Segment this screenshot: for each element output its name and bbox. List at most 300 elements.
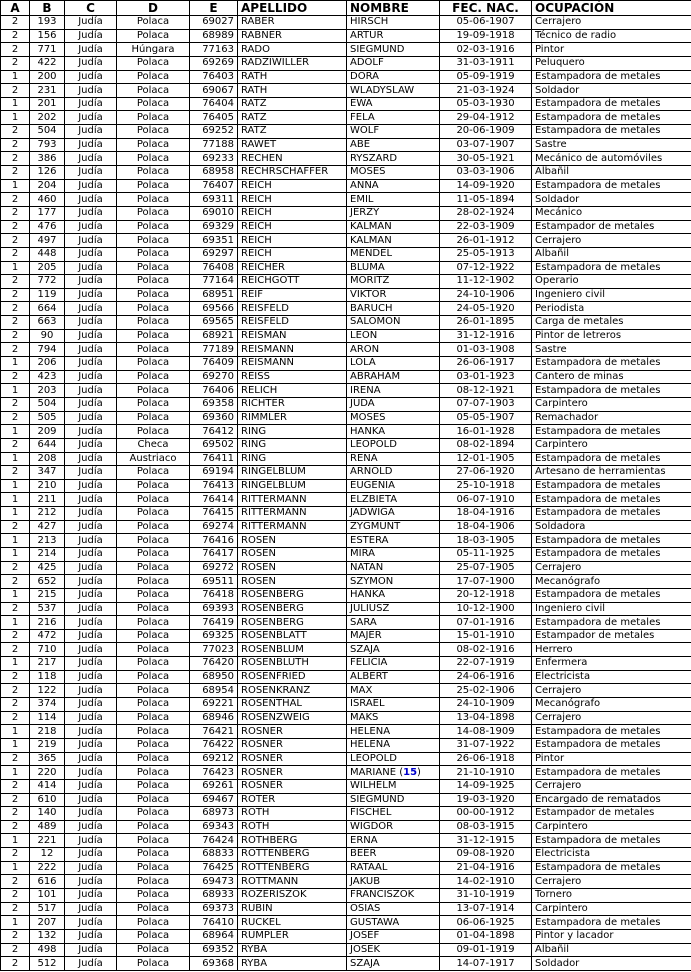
footnote-ref[interactable]: 15 [403, 766, 418, 778]
cell-fec-nac: 18-04-1906 [440, 520, 532, 534]
cell-ocupacion: Carga de metales [532, 316, 691, 330]
cell-col-c: Judía [65, 288, 117, 302]
cell-nombre: IRENA [347, 384, 440, 398]
cell-ocupacion: Albañil [532, 247, 691, 261]
table-row [1, 820, 691, 834]
cell-apellido: RABNER [238, 29, 347, 43]
cell-nombre: ZYGMUNT [347, 520, 440, 534]
cell-col-d: Polaca [117, 875, 190, 889]
cell-apellido: RING [238, 425, 347, 439]
cell-ocupacion: Electricista [532, 848, 691, 862]
cell-col-a: 2 [1, 807, 30, 821]
cell-col-e: 77164 [190, 275, 238, 289]
cell-col-a: 1 [1, 111, 30, 125]
cell-col-e: 76406 [190, 384, 238, 398]
cell-col-a: 2 [1, 316, 30, 330]
cell-ocupacion: Estampadora de metales [532, 547, 691, 561]
cell-fec-nac: 25-02-1906 [440, 684, 532, 698]
table-row [1, 520, 691, 534]
cell-apellido: RYBA [238, 957, 347, 971]
cell-col-c: Judía [65, 302, 117, 316]
cell-col-b: 772 [30, 275, 65, 289]
table-row [1, 670, 691, 684]
cell-col-e: 76416 [190, 534, 238, 548]
cell-col-e: 69566 [190, 302, 238, 316]
table-row [1, 397, 691, 411]
table-row [1, 861, 691, 875]
cell-col-a: 2 [1, 752, 30, 766]
cell-ocupacion: Pintor de letreros [532, 329, 691, 343]
cell-col-c: Judía [65, 807, 117, 821]
header-row [1, 1, 691, 16]
cell-fec-nac: 01-04-1898 [440, 929, 532, 943]
cell-apellido: REISMANN [238, 343, 347, 357]
cell-col-d: Polaca [117, 206, 190, 220]
cell-col-d: Polaca [117, 275, 190, 289]
cell-ocupacion: Estampadora de metales [532, 834, 691, 848]
cell-fec-nac: 20-06-1909 [440, 125, 532, 139]
cell-fec-nac: 15-01-1910 [440, 629, 532, 643]
cell-fec-nac: 28-02-1924 [440, 206, 532, 220]
cell-col-b: 504 [30, 397, 65, 411]
cell-col-d: Polaca [117, 425, 190, 439]
cell-col-c: Judía [65, 629, 117, 643]
cell-nombre: MENDEL [347, 247, 440, 261]
cell-nombre: ANNA [347, 179, 440, 193]
cell-col-c: Judía [65, 425, 117, 439]
cell-ocupacion: Estampadora de metales [532, 493, 691, 507]
cell-col-d: Checa [117, 438, 190, 452]
cell-fec-nac: 02-03-1916 [440, 43, 532, 57]
cell-ocupacion: Mecánico [532, 206, 691, 220]
cell-ocupacion: Estampador de metales [532, 220, 691, 234]
cell-ocupacion: Enfermera [532, 657, 691, 671]
cell-col-e: 76422 [190, 738, 238, 752]
cell-apellido: REISMANN [238, 357, 347, 371]
cell-col-e: 77189 [190, 343, 238, 357]
cell-fec-nac: 25-07-1905 [440, 561, 532, 575]
cell-col-d: Polaca [117, 588, 190, 602]
cell-fec-nac: 26-01-1895 [440, 316, 532, 330]
cell-col-a: 2 [1, 889, 30, 903]
cell-apellido: ROSENZWEIG [238, 711, 347, 725]
cell-fec-nac: 24-06-1916 [440, 670, 532, 684]
cell-col-b: 448 [30, 247, 65, 261]
cell-fec-nac: 14-07-1917 [440, 957, 532, 971]
cell-col-c: Judía [65, 547, 117, 561]
cell-ocupacion: Estampadora de metales [532, 357, 691, 371]
table-row [1, 425, 691, 439]
cell-ocupacion: Ingeniero civil [532, 602, 691, 616]
cell-fec-nac: 25-05-1913 [440, 247, 532, 261]
cell-col-e: 69010 [190, 206, 238, 220]
cell-col-d: Polaca [117, 97, 190, 111]
cell-col-a: 2 [1, 206, 30, 220]
cell-col-c: Judía [65, 84, 117, 98]
header-apellido: APELLIDO [238, 1, 347, 16]
cell-ocupacion: Soldador [532, 193, 691, 207]
cell-fec-nac: 19-09-1918 [440, 29, 532, 43]
cell-col-a: 2 [1, 670, 30, 684]
cell-col-d: Austriaco [117, 452, 190, 466]
cell-col-b: 498 [30, 943, 65, 957]
cell-ocupacion: Estampadora de metales [532, 425, 691, 439]
cell-fec-nac: 29-04-1912 [440, 111, 532, 125]
cell-col-c: Judía [65, 766, 117, 780]
cell-col-a: 1 [1, 357, 30, 371]
cell-nombre: JUDA [347, 397, 440, 411]
cell-ocupacion: Cerrajero [532, 561, 691, 575]
cell-col-d: Polaca [117, 534, 190, 548]
table-row [1, 902, 691, 916]
cell-col-e: 68951 [190, 288, 238, 302]
cell-apellido: ROSEN [238, 547, 347, 561]
cell-col-a: 2 [1, 698, 30, 712]
cell-apellido: ROSENTHAL [238, 698, 347, 712]
cell-apellido: RITTERMANN [238, 507, 347, 521]
cell-col-d: Polaca [117, 507, 190, 521]
table-row [1, 602, 691, 616]
cell-nombre: RYSZARD [347, 152, 440, 166]
cell-col-a: 2 [1, 629, 30, 643]
cell-col-c: Judía [65, 670, 117, 684]
cell-col-d: Polaca [117, 316, 190, 330]
cell-col-c: Judía [65, 725, 117, 739]
cell-nombre: SZAJA [347, 957, 440, 971]
cell-fec-nac: 08-02-1894 [440, 438, 532, 452]
cell-col-b: 12 [30, 848, 65, 862]
cell-col-e: 76409 [190, 357, 238, 371]
cell-fec-nac: 14-09-1925 [440, 779, 532, 793]
cell-apellido: REICHGOTT [238, 275, 347, 289]
cell-apellido: RATH [238, 70, 347, 84]
cell-col-c: Judía [65, 643, 117, 657]
cell-col-d: Polaca [117, 357, 190, 371]
cell-col-c: Judía [65, 397, 117, 411]
table-row [1, 779, 691, 793]
cell-col-a: 1 [1, 425, 30, 439]
header-fec-nac: FEC. NAC. [440, 1, 532, 16]
cell-apellido: REISMAN [238, 329, 347, 343]
cell-nombre: EMIL [347, 193, 440, 207]
cell-ocupacion: Peluquero [532, 56, 691, 70]
cell-col-b: 177 [30, 206, 65, 220]
cell-fec-nac: 08-02-1916 [440, 643, 532, 657]
cell-fec-nac: 24-05-1920 [440, 302, 532, 316]
cell-col-a: 2 [1, 643, 30, 657]
cell-col-d: Polaca [117, 70, 190, 84]
cell-nombre: BARUCH [347, 302, 440, 316]
cell-col-e: 68973 [190, 807, 238, 821]
cell-apellido: REICH [238, 234, 347, 248]
cell-col-a: 2 [1, 820, 30, 834]
cell-fec-nac: 24-10-1909 [440, 698, 532, 712]
cell-apellido: ROSENBLUTH [238, 657, 347, 671]
cell-apellido: ROSNER [238, 725, 347, 739]
cell-col-c: Judía [65, 929, 117, 943]
table-row [1, 384, 691, 398]
cell-col-b: 472 [30, 629, 65, 643]
cell-apellido: REISFELD [238, 316, 347, 330]
cell-col-d: Polaca [117, 261, 190, 275]
cell-apellido: REICH [238, 247, 347, 261]
cell-col-d: Polaca [117, 575, 190, 589]
cell-apellido: REISFELD [238, 302, 347, 316]
cell-fec-nac: 31-07-1922 [440, 738, 532, 752]
cell-ocupacion: Tornero [532, 889, 691, 903]
cell-col-d: Polaca [117, 861, 190, 875]
cell-ocupacion: Herrero [532, 643, 691, 657]
cell-nombre: JAKUB [347, 875, 440, 889]
table-row [1, 875, 691, 889]
cell-nombre: VIKTOR [347, 288, 440, 302]
cell-col-a: 1 [1, 861, 30, 875]
cell-fec-nac: 31-12-1916 [440, 329, 532, 343]
cell-col-d: Húngara [117, 43, 190, 57]
cell-col-a: 1 [1, 547, 30, 561]
cell-col-e: 69067 [190, 84, 238, 98]
cell-fec-nac: 06-07-1910 [440, 493, 532, 507]
table-row [1, 588, 691, 602]
cell-col-c: Judía [65, 438, 117, 452]
cell-col-e: 68964 [190, 929, 238, 943]
cell-apellido: ROSNER [238, 779, 347, 793]
table-row [1, 152, 691, 166]
cell-col-c: Judía [65, 206, 117, 220]
cell-col-e: 77023 [190, 643, 238, 657]
cell-col-b: 205 [30, 261, 65, 275]
cell-ocupacion: Mecánico de automóviles [532, 152, 691, 166]
cell-fec-nac: 31-10-1919 [440, 889, 532, 903]
cell-ocupacion: Estampadora de metales [532, 179, 691, 193]
table-row [1, 43, 691, 57]
cell-col-e: 69233 [190, 152, 238, 166]
cell-fec-nac: 10-12-1900 [440, 602, 532, 616]
cell-ocupacion: Operario [532, 275, 691, 289]
cell-col-b: 771 [30, 43, 65, 57]
cell-ocupacion: Cerrajero [532, 684, 691, 698]
table-row [1, 793, 691, 807]
cell-nombre: MAJER [347, 629, 440, 643]
cell-nombre: MAKS [347, 711, 440, 725]
cell-ocupacion: Técnico de radio [532, 29, 691, 43]
cell-col-a: 1 [1, 534, 30, 548]
cell-fec-nac: 05-09-1919 [440, 70, 532, 84]
cell-col-e: 69252 [190, 125, 238, 139]
cell-col-b: 101 [30, 889, 65, 903]
cell-col-d: Polaca [117, 684, 190, 698]
cell-fec-nac: 08-03-1915 [440, 820, 532, 834]
cell-apellido: RADZIWILLER [238, 56, 347, 70]
cell-col-a: 2 [1, 29, 30, 43]
cell-col-a: 2 [1, 329, 30, 343]
cell-apellido: ROTHBERG [238, 834, 347, 848]
cell-col-a: 2 [1, 193, 30, 207]
cell-nombre: HELENA [347, 725, 440, 739]
cell-col-c: Judía [65, 957, 117, 971]
cell-nombre: WOLF [347, 125, 440, 139]
cell-col-d: Polaca [117, 29, 190, 43]
cell-col-b: 132 [30, 929, 65, 943]
table-row [1, 629, 691, 643]
cell-col-d: Polaca [117, 397, 190, 411]
cell-col-b: 537 [30, 602, 65, 616]
cell-nombre: BEER [347, 848, 440, 862]
cell-col-b: 216 [30, 616, 65, 630]
cell-col-a: 2 [1, 138, 30, 152]
cell-col-e: 69270 [190, 370, 238, 384]
cell-ocupacion: Estampadora de metales [532, 916, 691, 930]
cell-col-e: 69261 [190, 779, 238, 793]
cell-apellido: RUCKEL [238, 916, 347, 930]
cell-col-d: Polaca [117, 943, 190, 957]
cell-fec-nac: 06-06-1925 [440, 916, 532, 930]
cell-col-a: 2 [1, 943, 30, 957]
cell-col-d: Polaca [117, 166, 190, 180]
cell-col-e: 76413 [190, 479, 238, 493]
cell-col-d: Polaca [117, 807, 190, 821]
table-row [1, 507, 691, 521]
cell-col-d: Polaca [117, 329, 190, 343]
cell-nombre: LEOPOLD [347, 752, 440, 766]
cell-nombre: ABE [347, 138, 440, 152]
cell-col-e: 69221 [190, 698, 238, 712]
cell-col-d: Polaca [117, 902, 190, 916]
cell-col-c: Judía [65, 316, 117, 330]
cell-col-b: 214 [30, 547, 65, 561]
cell-ocupacion: Mecanógrafo [532, 575, 691, 589]
cell-col-e: 69194 [190, 466, 238, 480]
table-row [1, 547, 691, 561]
cell-col-b: 664 [30, 302, 65, 316]
cell-col-a: 2 [1, 602, 30, 616]
table-row [1, 138, 691, 152]
table-row [1, 643, 691, 657]
cell-col-e: 76415 [190, 507, 238, 521]
cell-nombre: ADOLF [347, 56, 440, 70]
cell-col-c: Judía [65, 138, 117, 152]
cell-apellido: ROTTENBERG [238, 848, 347, 862]
cell-col-b: 652 [30, 575, 65, 589]
table-row [1, 479, 691, 493]
cell-col-e: 76410 [190, 916, 238, 930]
table-row [1, 807, 691, 821]
header-col-c: C [65, 1, 117, 16]
cell-col-a: 1 [1, 97, 30, 111]
cell-col-c: Judía [65, 152, 117, 166]
cell-col-a: 1 [1, 588, 30, 602]
cell-nombre: MORITZ [347, 275, 440, 289]
cell-apellido: RICHTER [238, 397, 347, 411]
cell-col-a: 2 [1, 397, 30, 411]
cell-col-e: 69272 [190, 561, 238, 575]
cell-col-c: Judía [65, 220, 117, 234]
cell-nombre: KALMAN [347, 220, 440, 234]
cell-col-b: 201 [30, 97, 65, 111]
cell-nombre: MOSES [347, 166, 440, 180]
cell-col-d: Polaca [117, 793, 190, 807]
cell-ocupacion: Estampadora de metales [532, 861, 691, 875]
cell-apellido: RATZ [238, 111, 347, 125]
cell-apellido: ROTER [238, 793, 347, 807]
cell-fec-nac: 18-03-1905 [440, 534, 532, 548]
cell-nombre: LEON [347, 329, 440, 343]
cell-col-b: 365 [30, 752, 65, 766]
cell-ocupacion: Cantero de minas [532, 370, 691, 384]
cell-ocupacion: Estampadora de metales [532, 507, 691, 521]
cell-col-c: Judía [65, 575, 117, 589]
cell-ocupacion: Estampadora de metales [532, 384, 691, 398]
cell-ocupacion: Cerrajero [532, 875, 691, 889]
cell-nombre: ALBERT [347, 670, 440, 684]
cell-col-c: Judía [65, 56, 117, 70]
cell-col-e: 69351 [190, 234, 238, 248]
table-row [1, 370, 691, 384]
cell-fec-nac: 13-04-1898 [440, 711, 532, 725]
cell-col-e: 69358 [190, 397, 238, 411]
cell-col-a: 2 [1, 779, 30, 793]
cell-col-e: 69473 [190, 875, 238, 889]
table-row [1, 166, 691, 180]
cell-col-b: 663 [30, 316, 65, 330]
cell-col-d: Polaca [117, 288, 190, 302]
cell-ocupacion: Carpintero [532, 902, 691, 916]
cell-col-c: Judía [65, 848, 117, 862]
cell-col-e: 76425 [190, 861, 238, 875]
table-row [1, 657, 691, 671]
cell-apellido: RECHRSCHAFFER [238, 166, 347, 180]
cell-col-a: 2 [1, 411, 30, 425]
cell-col-c: Judía [65, 370, 117, 384]
cell-col-d: Polaca [117, 711, 190, 725]
cell-col-a: 2 [1, 16, 30, 30]
cell-nombre: SARA [347, 616, 440, 630]
cell-col-c: Judía [65, 70, 117, 84]
cell-col-c: Judía [65, 111, 117, 125]
cell-col-b: 504 [30, 125, 65, 139]
cell-fec-nac: 24-10-1906 [440, 288, 532, 302]
cell-ocupacion: Estampadora de metales [532, 70, 691, 84]
cell-ocupacion: Estampadora de metales [532, 452, 691, 466]
cell-col-a: 2 [1, 152, 30, 166]
cell-col-a: 2 [1, 575, 30, 589]
cell-col-b: 347 [30, 466, 65, 480]
cell-nombre: SALOMON [347, 316, 440, 330]
cell-apellido: ROSENBLUM [238, 643, 347, 657]
cell-col-b: 217 [30, 657, 65, 671]
cell-col-d: Polaca [117, 411, 190, 425]
cell-ocupacion: Estampadora de metales [532, 534, 691, 548]
table-row [1, 302, 691, 316]
cell-col-c: Judía [65, 616, 117, 630]
cell-apellido: ROSNER [238, 766, 347, 780]
cell-col-e: 69393 [190, 602, 238, 616]
cell-col-b: 122 [30, 684, 65, 698]
cell-fec-nac: 19-03-1920 [440, 793, 532, 807]
cell-nombre: ABRAHAM [347, 370, 440, 384]
cell-col-c: Judía [65, 902, 117, 916]
cell-ocupacion: Estampadora de metales [532, 725, 691, 739]
cell-col-e: 77163 [190, 43, 238, 57]
cell-ocupacion: Pintor y lacador [532, 929, 691, 943]
cell-col-b: 202 [30, 111, 65, 125]
cell-col-e: 69368 [190, 957, 238, 971]
cell-col-b: 90 [30, 329, 65, 343]
cell-col-b: 610 [30, 793, 65, 807]
cell-col-d: Polaca [117, 547, 190, 561]
cell-col-e: 68958 [190, 166, 238, 180]
cell-nombre: BLUMA [347, 261, 440, 275]
